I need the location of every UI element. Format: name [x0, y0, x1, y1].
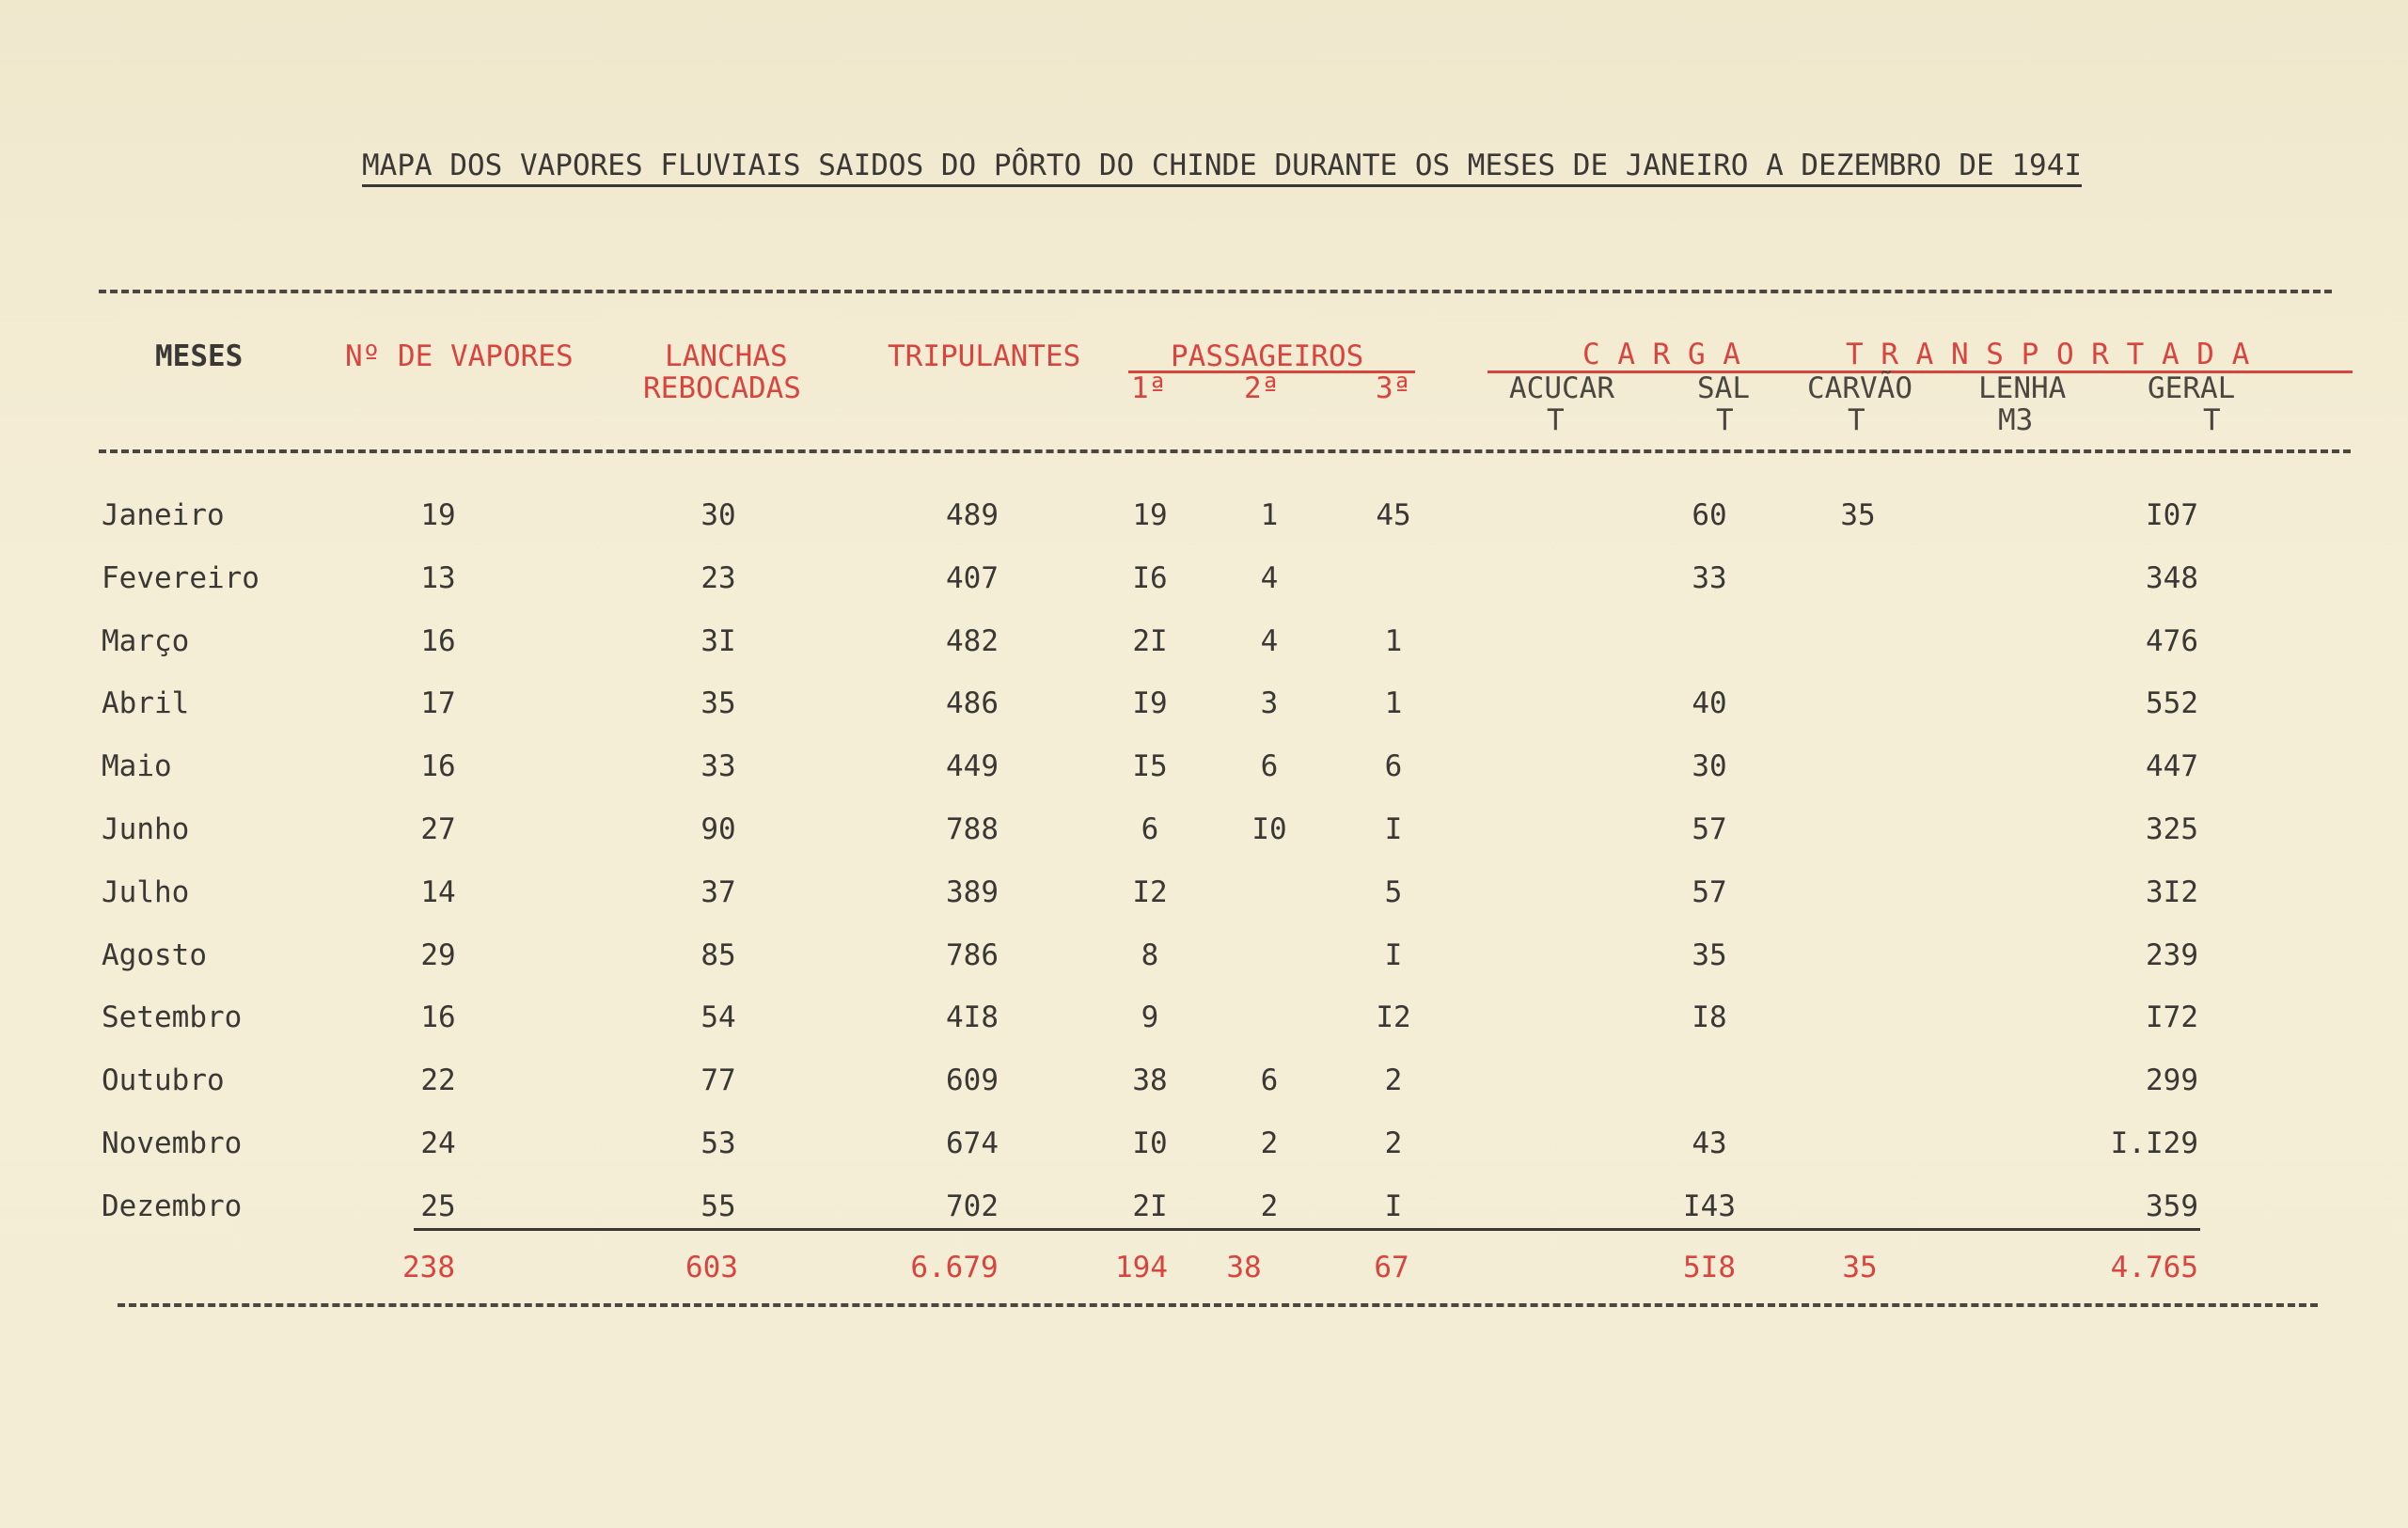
vapores-cell: 29	[420, 937, 456, 972]
geral-cell: 552	[2146, 686, 2198, 721]
geral-cell: 299	[2146, 1063, 2198, 1098]
tripulantes-cell: 482	[946, 623, 999, 658]
p3-cell: 45	[1376, 498, 1411, 532]
p3-cell: I	[1384, 812, 1403, 846]
month-cell: Março	[102, 623, 190, 658]
sal-cell: 30	[1692, 749, 1727, 784]
month-cell: Outubro	[102, 1063, 225, 1098]
lanchas-cell: 23	[700, 560, 736, 595]
geral-cell: I.I29	[2110, 1126, 2198, 1160]
geral-cell: I72	[2146, 1000, 2198, 1035]
p1-cell: 38	[1132, 1063, 1168, 1098]
total-p3: 67	[1374, 1251, 1409, 1284]
header-lenha-unit: M3	[1998, 403, 2034, 437]
header-p1: 1ª	[1131, 371, 1167, 405]
sal-cell: 60	[1692, 498, 1727, 532]
total-tripulantes: 6.679	[910, 1251, 999, 1284]
p3-cell: 5	[1384, 874, 1403, 909]
header-p3: 3ª	[1376, 371, 1411, 405]
vapores-cell: 16	[420, 623, 456, 658]
lanchas-cell: 77	[700, 1063, 736, 1098]
month-cell: Dezembro	[102, 1189, 243, 1223]
header-transportada: T R A N S P O R T A D A	[1846, 338, 2250, 371]
geral-cell: 239	[2146, 937, 2198, 972]
vapores-cell: 13	[420, 560, 456, 595]
p3-cell: I	[1384, 1189, 1403, 1223]
header-meses: MESES	[155, 339, 244, 373]
lanchas-cell: 55	[700, 1189, 736, 1223]
carvao-cell: 35	[1840, 498, 1876, 532]
document-title: MAPA DOS VAPORES FLUVIAIS SAIDOS DO PÔRTO DO CHINDE DURANTE OS MESES DE JANEIRO A DEZEMBRO DE 194I	[362, 149, 2082, 187]
month-cell: Novembro	[102, 1126, 243, 1160]
sal-cell: 40	[1692, 686, 1727, 721]
geral-cell: 348	[2146, 560, 2198, 595]
p2-cell: I0	[1251, 812, 1287, 846]
month-cell: Maio	[102, 749, 172, 784]
header-vapores: Nº DE VAPORES	[345, 339, 574, 373]
bottom-divider	[118, 1303, 2318, 1307]
tripulantes-cell: 4I8	[946, 1000, 999, 1035]
p2-cell: 1	[1260, 498, 1279, 532]
sal-cell: 35	[1692, 937, 1727, 972]
sal-cell: 57	[1692, 874, 1727, 909]
vapores-cell: 17	[420, 686, 456, 721]
vapores-cell: 25	[420, 1189, 456, 1223]
p1-cell: I0	[1132, 1126, 1168, 1160]
p1-cell: I2	[1132, 874, 1168, 909]
top-divider	[99, 290, 2332, 293]
header-acucar: ACUCAR	[1509, 371, 1614, 405]
month-cell: Junho	[102, 812, 190, 846]
lanchas-cell: 90	[700, 812, 736, 846]
total-geral: 4.765	[2110, 1251, 2198, 1284]
tripulantes-cell: 389	[946, 874, 999, 909]
header-acucar-unit: T	[1547, 403, 1565, 437]
total-lanchas: 603	[685, 1251, 738, 1284]
month-cell: Fevereiro	[102, 560, 260, 595]
header-sal-unit: T	[1716, 403, 1734, 437]
p1-cell: 19	[1132, 498, 1168, 532]
tripulantes-cell: 486	[946, 686, 999, 721]
header-sal: SAL	[1697, 371, 1750, 405]
tripulantes-cell: 489	[946, 498, 999, 532]
p2-cell: 2	[1260, 1189, 1279, 1223]
total-p2: 38	[1226, 1251, 1262, 1284]
header-carvao-unit: T	[1848, 403, 1865, 437]
lanchas-cell: 53	[700, 1126, 736, 1160]
tripulantes-cell: 788	[946, 812, 999, 846]
sal-cell: 33	[1692, 560, 1727, 595]
p1-cell: I6	[1132, 560, 1168, 595]
header-geral: GERAL	[2148, 371, 2236, 405]
p1-cell: 2I	[1132, 623, 1168, 658]
month-cell: Janeiro	[102, 498, 225, 532]
month-cell: Abril	[102, 686, 190, 721]
vapores-cell: 16	[420, 749, 456, 784]
p1-cell: 2I	[1132, 1189, 1168, 1223]
header-lanchas: LANCHAS	[665, 339, 788, 373]
p1-cell: I9	[1132, 686, 1168, 721]
geral-cell: 359	[2146, 1189, 2198, 1223]
header-divider	[99, 449, 2351, 453]
header-tripulantes: TRIPULANTES	[888, 339, 1081, 373]
total-vapores: 238	[402, 1251, 455, 1284]
p3-cell: I2	[1376, 1000, 1411, 1035]
p2-cell: 4	[1260, 560, 1279, 595]
header-lenha: LENHA	[1978, 371, 2067, 405]
p3-cell: 1	[1384, 686, 1403, 721]
lanchas-cell: 3I	[700, 623, 736, 658]
tripulantes-cell: 674	[946, 1126, 999, 1160]
geral-cell: 476	[2146, 623, 2198, 658]
tripulantes-cell: 407	[946, 560, 999, 595]
vapores-cell: 22	[420, 1063, 456, 1098]
p2-cell: 4	[1260, 623, 1279, 658]
month-cell: Julho	[102, 874, 190, 909]
month-cell: Setembro	[102, 1000, 243, 1035]
lanchas-cell: 37	[700, 874, 736, 909]
p2-cell: 2	[1260, 1126, 1279, 1160]
header-p2: 2ª	[1244, 371, 1280, 405]
p3-cell: 1	[1384, 623, 1403, 658]
totals-rule	[414, 1228, 2200, 1231]
vapores-cell: 19	[420, 498, 456, 532]
vapores-cell: 14	[420, 874, 456, 909]
tripulantes-cell: 786	[946, 937, 999, 972]
total-sal: 5I8	[1683, 1251, 1736, 1284]
p3-cell: 2	[1384, 1126, 1403, 1160]
month-cell: Agosto	[102, 937, 207, 972]
p3-cell: 6	[1384, 749, 1403, 784]
sal-cell: I43	[1683, 1189, 1736, 1223]
header-carvao: CARVÃO	[1807, 371, 1912, 405]
p2-cell: 6	[1260, 1063, 1279, 1098]
total-carvao: 35	[1842, 1251, 1878, 1284]
geral-cell: I07	[2146, 498, 2198, 532]
p3-cell: 2	[1384, 1063, 1403, 1098]
header-passageiros: PASSAGEIROS	[1171, 339, 1364, 373]
vapores-cell: 24	[420, 1126, 456, 1160]
p2-cell: 3	[1260, 686, 1279, 721]
lanchas-cell: 33	[700, 749, 736, 784]
header-geral-unit: T	[2203, 403, 2221, 437]
header-rebocadas: REBOCADAS	[643, 371, 801, 405]
lanchas-cell: 35	[700, 686, 736, 721]
lanchas-cell: 85	[700, 937, 736, 972]
sal-cell: 43	[1692, 1126, 1727, 1160]
tripulantes-cell: 449	[946, 749, 999, 784]
lanchas-cell: 30	[700, 498, 736, 532]
lanchas-cell: 54	[700, 1000, 736, 1035]
p2-cell: 6	[1260, 749, 1279, 784]
geral-cell: 325	[2146, 812, 2198, 846]
p1-cell: 6	[1141, 812, 1159, 846]
p1-cell: 8	[1141, 937, 1159, 972]
p1-cell: I5	[1132, 749, 1168, 784]
p1-cell: 9	[1141, 1000, 1159, 1035]
sal-cell: 57	[1692, 812, 1727, 846]
total-p1: 194	[1115, 1251, 1168, 1284]
p3-cell: I	[1384, 937, 1403, 972]
tripulantes-cell: 702	[946, 1189, 999, 1223]
geral-cell: 447	[2146, 749, 2198, 784]
geral-cell: 3I2	[2146, 874, 2198, 909]
header-carga: C A R G A	[1582, 338, 1740, 371]
vapores-cell: 16	[420, 1000, 456, 1035]
vapores-cell: 27	[420, 812, 456, 846]
tripulantes-cell: 609	[946, 1063, 999, 1098]
sal-cell: I8	[1692, 1000, 1727, 1035]
